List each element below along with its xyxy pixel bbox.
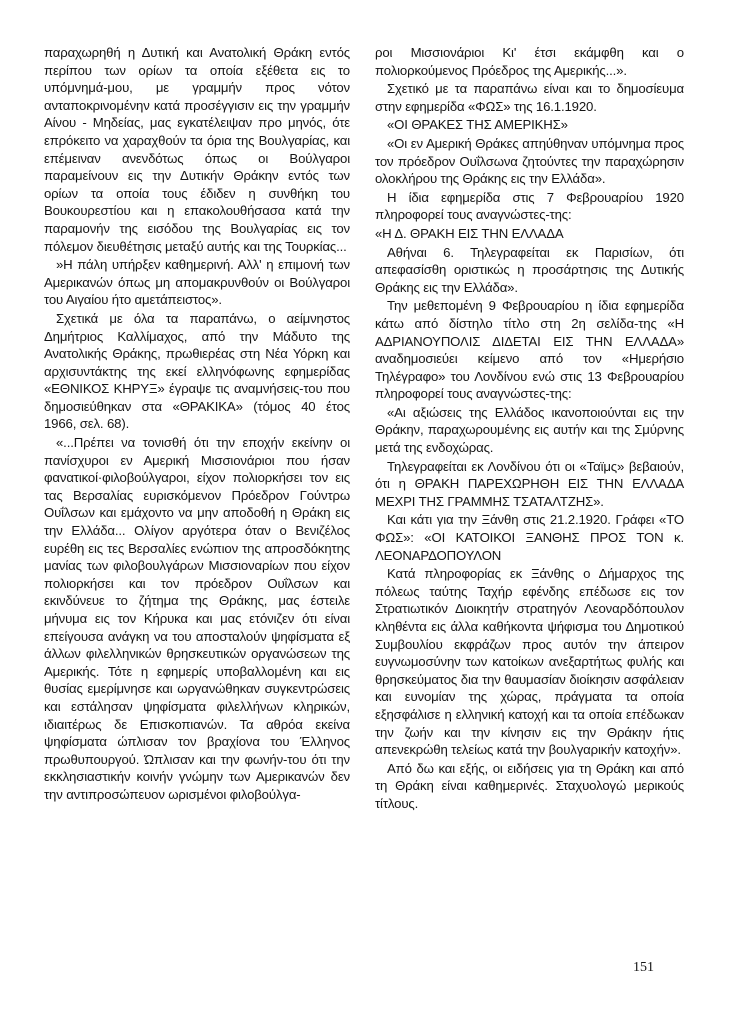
paragraph: Σχετικά με όλα τα παραπάνω, ο αείμνηστος Δημήτριος Καλλίμαχος, από την Μάδυτο της Ανατολικής Θράκης, πρωθιερέας στη Νέα Υόρκη και αρχισυντάκτης της εκεί ελληνόφωνης εφημερίδας «ΕΘΝΙΚΟΣ ΚΗΡΥΞ» έγραψε τις αναμνήσεις-του που δημοσιεύθηκαν στα «ΘΡΑΚΙΚΑ» (τόμος 40 έτος 1966, σελ. 68). xyxy=(44,310,350,432)
paragraph: Και κάτι για την Ξάνθη στις 21.2.1920. Γράφει «ΤΟ ΦΩΣ»: «ΟΙ ΚΑΤΟΙΚΟΙ ΞΑΝΘΗΣ ΠΡΟΣ ΤΟΝ κ. ΛΕΟΝΑΡΔΟΠΟΥΛΟΝ xyxy=(375,512,684,563)
quoted-heading: «ΟΙ ΘΡΑΚΕΣ ΤΗΣ ΑΜΕΡΙΚΗΣ» xyxy=(387,117,568,133)
paragraph: παραχωρηθή η Δυτική και Ανατολική Θράκη εντός περίπου των ορίων τα οποία εξέθετα εις το υπόμνημά-μου, με γραμμήν προς νότον ανταποκρινομένην κατά προσέγγισιν εις την γραμμήν Αίνου - Μηδείας, μας εγκατέλειψαν προ μηνός, ότε επρόκειτο να χαραχθούν τα όρια της Βουλγαρίας, και επέμειναν ανενδότως όπως οι Βούλγαροι παραμείνουν εις την Δυτικήν Θράκην εντός των ορίων τα οποία τους έδιδεν η συνθήκη του Βουκουρεστίου και η επακολουθήσασα κατά την παραμονήν της εισόδου της Βουλγαρίας εις τον πόλεμον διευθέτησις μεταξύ αυτής και της Τουρκίας... xyxy=(44,45,350,254)
paragraph: Από δω και εξής, οι ειδήσεις για τη Θράκη και από τη Θράκη είναι καθημερινές. Σταχυολογώ μερικούς τίτλους. xyxy=(375,760,684,811)
right-column xyxy=(375,44,684,814)
paragraph: Τηλεγραφείται εκ Λονδίνου ότι οι «Ταϊμς» βεβαιούν, ότι η ΘΡΑΚΗ ΠΑΡΕΧΩΡΗΘΗ ΕΙΣ ΤΗΝ ΕΛΛΑΔΑ ΜΕΧΡΙ ΤΗΣ ΓΡΑΜΜΗΣ ΤΣΑΤΑΛΤΖΗΣ». xyxy=(375,458,684,509)
paragraph: Κατά πληροφορίας εκ Ξάνθης ο Δήμαρχος της πόλεως ταύτης Ταχήρ εφένδης επέδωσε εις τον Στρατιωτικόν Διοικητήν στρατηγόν Λεοναρδόπουλον κληθέντα εις άλλα καθήκοντα ψήφισμα του Δημοτικού Συμβουλίου εκφράζων προς αυτόν την άπειρον ευγνωμοσύνην των κατοίκων ανεξαρτήτως φυλής και θρησκεύματος δια την θαυμασίαν διοίκησιν ασφάλειαν και ευνομίαν της χώρας, πράγματα τα οποία εξησφάλισε η ελληνική κατοχή και τα οποία επέδωκαν την ζωήν και την κίνησιν εις την Θράκην ήτις απενεκρώθη τελείως κατά την βουλγαρικήν κατοχήν». xyxy=(375,566,684,758)
paragraph: Η ίδια εφημερίδα στις 7 Φεβρουαρίου 1920 πληροφορεί τους αναγνώστες-της: xyxy=(375,189,684,223)
page-number: 151 xyxy=(633,960,654,975)
paragraph: ροι Μισσιονάριοι Κι' έτσι εκάμφθη και ο πολιορκούμενος Πρόεδρος της Αμερικής...». xyxy=(375,45,684,78)
left-column xyxy=(44,44,350,805)
quoted-heading: «Η Δ. ΘΡΑΚΗ ΕΙΣ ΤΗΝ ΕΛΛΑΔΑ xyxy=(375,225,564,241)
paragraph: Την μεθεπομένη 9 Φεβρουαρίου η ίδια εφημερίδα κάτω από δίστηλο τίτλο στη 2η σελίδα-της «Η ΑΔΡΙΑΝΟΥΠΟΛΙΣ ΔΙΔΕΤΑΙ ΕΙΣ ΤΗΝ ΕΛΛΑΔΑ» αναδημοσιεύει κείμενο από τον «Ημερήσιο Τηλέγραφο» του Λονδίνου ενώ στις 13 Φεβρουαρίου πληροφορεί τους αναγνώστες-της: xyxy=(375,298,684,402)
paragraph: Αθήναι 6. Τηλεγραφείται εκ Παρισίων, ότι απεφασίσθη οριστικώς η προσάρτησις της Δυτικής Θράκης εις την Ελλάδα». xyxy=(375,244,684,295)
paragraph: »Η πάλη υπήρξεν καθημερινή. Αλλ' η επιμονή των Αμερικανών όπως μη απομακρυνθούν οι Βούλγαροι του Αιγαίου ήτο αμετάπειστος». xyxy=(44,257,350,308)
paragraph: «Οι εν Αμερική Θράκες απηύθηναν υπόμνημα προς τον πρόεδρον Ουΐλσωνα ζητούντες την παραχώρησιν ολοκλήρου της Θράκης εις την Ελλάδα». xyxy=(375,135,684,187)
paragraph: «...Πρέπει να τονισθή ότι την εποχήν εκείνην οι πανίσχυροι εν Αμερική Μισσιονάριοι που ήσαν φανατικοί·φιλοβούλγαροι, είχον πολιορκήσει τον εις τας Βερσαλίας ευρισκόμενον Πρόεδρον Γούντρω Ουΐλσων και εμάχοντο να μην αποδοθή η Θράκη εις την Ελλάδα... Ολίγον αργότερα όταν ο Βενιζέλος ευρέθη εις τες Βερσαλίες ενώπιον της απροσδόκητης μανίας των φιλοβουλγάρων Μισσιοναρίων που είχον πολιορκήσει και τον πρόεδρον Ουΐλσων και εκινδύνευε το ζήτημα της Θράκης, μας έστειλε μήνυμα εις τον Κήρυκα και μας ετόνιζεν ότι είναι επείγουσα ανάγκη να του αποσταλούν ψηφίσματα εξ άλλων φιλελληνικών θρησκευτικών οργανώσεων της Αμερικής. Τότε η εφημερίς υποβαλλομένη και εις θυσίας εμερίμνησε και ωργανώθηκαν συγκεντρώσεις και εστάλησαν ψηφίσματα φιλελλήνων κληρικών, ιδιαιτέρως δε Επισκοπιανών. Τα αθρόα εκείνα ψηφίσματα ώπλισαν τον βραχίονα του Έλληνος πρωθυπουργού. Ώπλισαν και την φωνήν-του ότι την εκκλησιαστικήν κοινήν γνώμην των Αμερικανών δεν την αντιπροσώπευον ωρισμένοι φιλοβούλγα- xyxy=(44,435,350,802)
paragraph: Σχετικό με τα παραπάνω είναι και το δημοσίευμα στην εφημερίδα «ΦΩΣ» της 16.1.1920. xyxy=(375,81,684,114)
paragraph: «Αι αξιώσεις της Ελλάδος ικανοποιούνται εις την Θράκην, παραχωρουμένης εις αυτήν και της Σμύρνης μετά της ενδοχώρας. xyxy=(375,404,684,456)
